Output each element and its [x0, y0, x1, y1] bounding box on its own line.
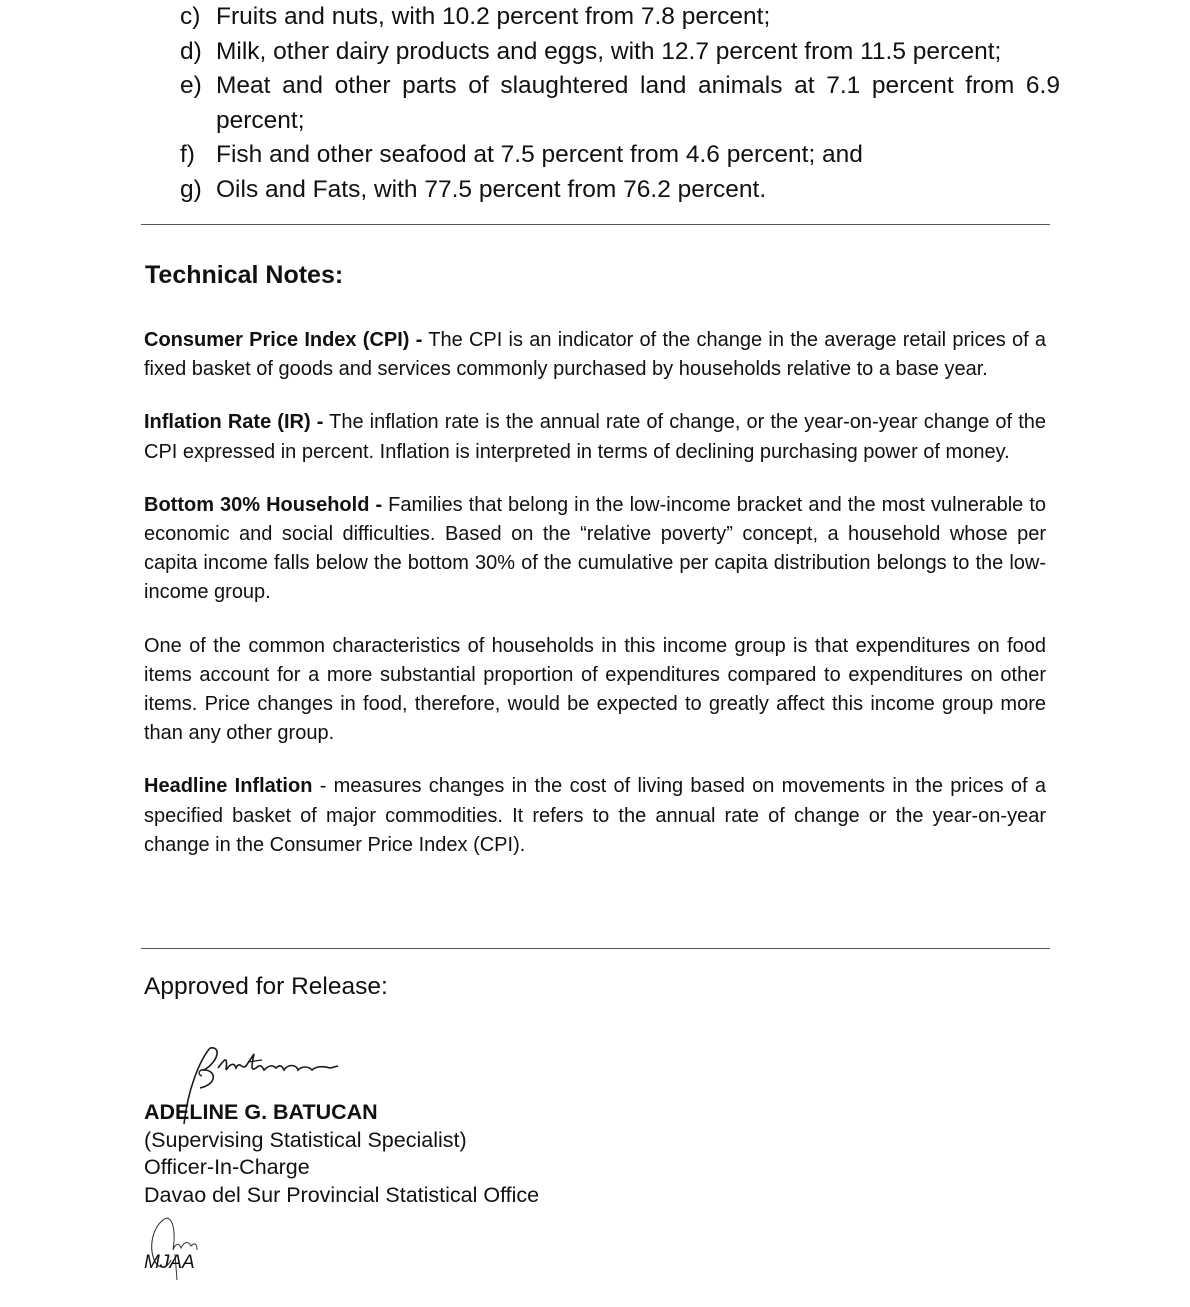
list-marker: g)	[180, 175, 202, 203]
list-item	[180, 173, 1060, 208]
list-item	[180, 0, 1060, 35]
signatory-position: (Supervising Statistical Specialist)	[144, 1127, 467, 1152]
note-text: Families that belong in the low-income bracket and the most vulnerable to economic and social difficulties. Based on the “relative poverty” concept, a household whose per capita income falls below the bottom 30% of the cumulative per capita distribution belongs to the low-income group.	[144, 493, 1047, 604]
initials: MJAA	[144, 1252, 195, 1273]
note-term: Headline Inflation	[144, 775, 313, 798]
note-term: Consumer Price Index (CPI) -	[144, 329, 423, 351]
list-item-text: Fish and other seafood at 7.5 percent from 4.6 percent; and	[216, 141, 863, 168]
technical-notes-heading: Technical Notes:	[145, 261, 344, 289]
list-item-text: Meat and other parts of slaughtered land animals at 7.1 percent from 6.9 percent;	[216, 72, 1060, 134]
note-term: Bottom 30% Household -	[144, 493, 383, 516]
signatory-office: Davao del Sur Provincial Statistical Office	[144, 1182, 540, 1207]
list-marker: f)	[180, 141, 195, 168]
signatory-block	[144, 1099, 539, 1209]
list-item	[180, 35, 1060, 70]
note-inflation-rate	[144, 408, 1046, 466]
list-item-text: Fruits and nuts, with 10.2 percent from 7.8 percent;	[216, 3, 771, 30]
note-headline-inflation	[144, 772, 1046, 860]
note-text: The inflation rate is the annual rate of change, or the year-on-year change of the CPI expressed in percent. Inflation is interpreted in terms of declining purchasing power of money.	[144, 411, 1047, 463]
note-text: The CPI is an indicator of the change in the average retail prices of a fixed basket of goods and services commonly purchased by households relative to a base year.	[144, 329, 1046, 381]
note-text: - measures changes in the cost of living based on movements in the prices of a specified basket of major commodities. It refers to the annual rate of change or the year-on-year change in the Consumer Price Index (CPI).	[144, 775, 1046, 856]
list-marker: c)	[180, 3, 201, 30]
note-cpi	[144, 326, 1046, 384]
note-bottom-30-household	[144, 491, 1046, 608]
section-divider	[141, 948, 1050, 949]
signatory-name: ADELINE G. BATUCAN	[144, 1100, 378, 1124]
list-marker: d)	[180, 37, 202, 65]
list-marker: e)	[180, 72, 202, 99]
technical-notes	[144, 326, 1046, 884]
approved-for-release-label: Approved for Release:	[144, 973, 388, 1000]
list-item-text: Milk, other dairy products and eggs, with 12.7 percent from 11.5 percent;	[216, 37, 1002, 65]
list-item-text: Oils and Fats, with 77.5 percent from 76.2 percent.	[216, 175, 767, 203]
list-item	[180, 138, 1060, 173]
section-divider	[141, 224, 1050, 225]
list-item	[180, 69, 1060, 138]
commodity-list	[180, 0, 1060, 207]
note-common-characteristics: One of the common characteristics of households in this income group is that expenditures on food items account for a more substantial proportion of expenditures compared to expenditures on other items. Price changes in food, therefore, would be expected to greatly affect this income group more than any other group.	[144, 634, 1046, 745]
note-term: Inflation Rate (IR) -	[144, 411, 324, 434]
signatory-role: Officer-In-Charge	[144, 1155, 310, 1179]
